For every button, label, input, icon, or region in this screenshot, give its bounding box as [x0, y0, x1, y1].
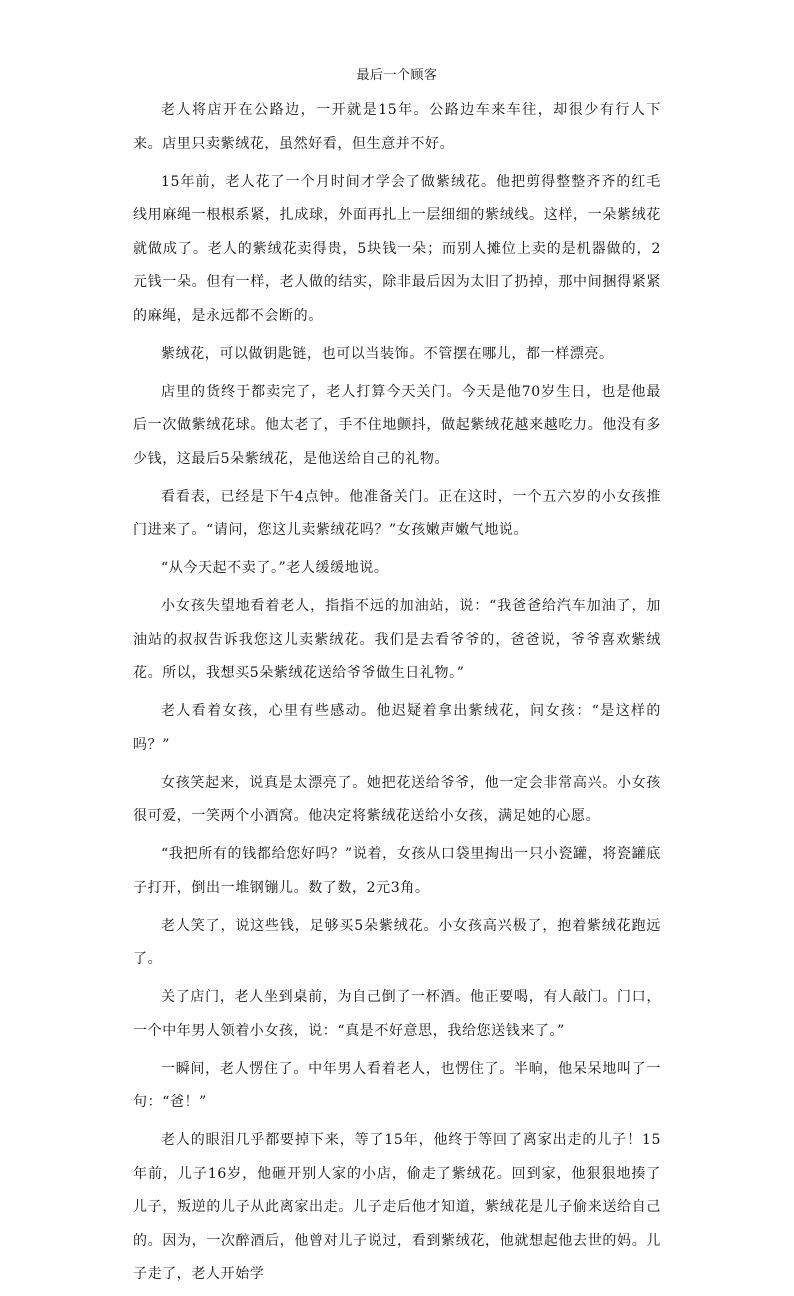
paragraph-13: 一瞬间，老人愣住了。中年男人看着老人，也愣住了。半晌，他呆呆地叫了一句：“爸！” — [133, 1060, 661, 1110]
document-title: 最后一个顾客 — [356, 68, 438, 83]
paragraph-6: “从今天起不卖了。”老人缓缓地说。 — [161, 560, 389, 576]
paragraph-7: 小女孩失望地看着老人，指指不远的加油站，说：“我爸爸给汽车加油了，加油站的叔叔告诉我您这儿卖紫绒花。我们是去看爷爷的，爸爸说，爷爷喜欢紫绒花。所以，我想买5朵紫绒花送给爷爷做生日礼物。” — [133, 598, 661, 681]
paragraph-3: 紫绒花，可以做钥匙链，也可以当装饰。不管摆在哪儿，都一样漂亮。 — [161, 345, 614, 362]
paragraph-11: 老人笑了，说这些钱，足够买5朵紫绒花。小女孩高兴极了，抱着紫绒花跑远了。 — [133, 917, 661, 967]
paragraph-1: 老人将店开在公路边，一开就是15年。公路边车来车往，却很少有行人下来。店里只卖紫绒花，虽然好看，但生意并不好。 — [133, 102, 661, 152]
paragraph-12: 关了店门，老人坐到桌前，为自己倒了一杯酒。他正要喝，有人敲门。门口，一个中年男人领着小女孩，说：“真是不好意思，我给您送钱来了。” — [133, 989, 661, 1039]
paragraph-10: “我把所有的钱都给您好吗？”说着，女孩从口袋里掏出一只小瓷罐，将瓷罐底子打开，倒出一堆钢镚儿。数了数，2元3角。 — [133, 846, 661, 896]
document-body — [133, 94, 661, 1296]
paragraph-8: 老人看着女孩，心里有些感动。他迟疑着拿出紫绒花，问女孩：“是这样的吗？” — [133, 703, 661, 753]
paragraph-5: 看看表，已经是下午4点钟。他准备关门。正在这时，一个五六岁的小女孩推门进来了。“请问，您这儿卖紫绒花吗？”女孩嫩声嫩气地说。 — [133, 488, 661, 538]
paragraph-9: 女孩笑起来，说真是太漂亮了。她把花送给爷爷，他一定会非常高兴。小女孩很可爱，一笑两个小酒窝。他决定将紫绒花送给小女孩，满足她的心愿。 — [133, 774, 661, 824]
paragraph-2: 15年前，老人花了一个月时间才学会了做紫绒花。他把剪得整整齐齐的红毛线用麻绳一根根系紧，扎成球，外面再扎上一层细细的紫绒线。这样，一朵紫绒花就做成了。老人的紫绒花卖得贵，5块钱一朵；而别人摊位上卖的是机器做的，2元钱一朵。但有一样，老人做的结实，除非最后因为太旧了扔掉，那中间捆得紧紧的麻绳，是永远都不会断的。 — [133, 173, 661, 324]
paragraph-4: 店里的货终于都卖完了，老人打算今天关门。今天是他70岁生日，也是他最后一次做紫绒花球。他太老了，手不住地颤抖，做起紫绒花越来越吃力。他没有多少钱，这最后5朵紫绒花，是他送给自己的礼物。 — [133, 383, 661, 467]
paragraph-14: 老人的眼泪几乎都要掉下来，等了15年，他终于等回了离家出走的儿子！15年前，儿子16岁，他砸开别人家的小店，偷走了紫绒花。回到家，他狠狠地揍了儿子，叛逆的儿子从此离家出走。儿子走后他才知道，紫绒花是儿子偷来送给自己的。因为，一次醉酒后，他曾对儿子说过，看到紫绒花，他就想起他去世的妈。儿子走了，老人开始学 — [133, 1132, 661, 1282]
